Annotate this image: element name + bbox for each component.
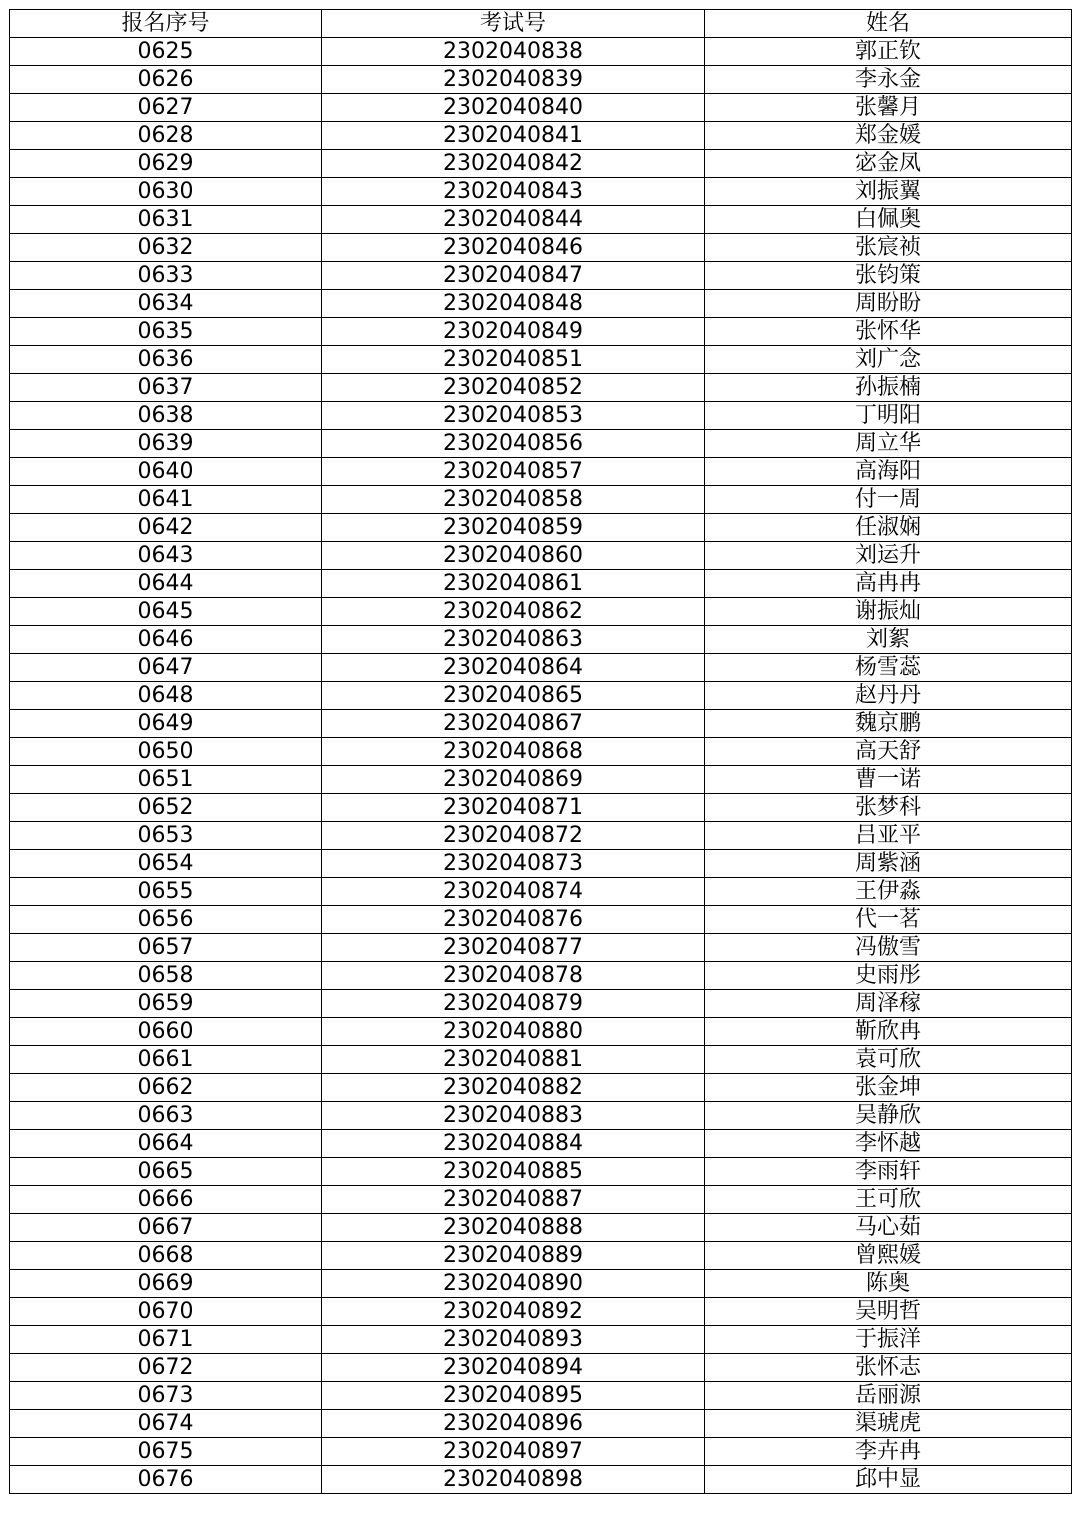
table-row [10, 1326, 1072, 1354]
cell-exam-number: 2302040861 [322, 570, 705, 598]
cell-name: 吴静欣 [705, 1102, 1072, 1130]
cell-name: 吕亚平 [705, 822, 1072, 850]
table-row [10, 374, 1072, 402]
cell-name: 史雨彤 [705, 962, 1072, 990]
table-row [10, 486, 1072, 514]
cell-registration-number: 0656 [10, 906, 322, 934]
cell-registration-number: 0629 [10, 150, 322, 178]
cell-registration-number: 0655 [10, 878, 322, 906]
cell-exam-number: 2302040881 [322, 1046, 705, 1074]
table-row [10, 626, 1072, 654]
cell-name: 张金坤 [705, 1074, 1072, 1102]
table-row [10, 822, 1072, 850]
cell-name: 王伊淼 [705, 878, 1072, 906]
cell-registration-number: 0659 [10, 990, 322, 1018]
cell-exam-number: 2302040884 [322, 1130, 705, 1158]
cell-exam-number: 2302040895 [322, 1382, 705, 1410]
cell-name: 刘广念 [705, 346, 1072, 374]
table-row [10, 906, 1072, 934]
cell-exam-number: 2302040852 [322, 374, 705, 402]
cell-name: 郭正钦 [705, 38, 1072, 66]
cell-registration-number: 0638 [10, 402, 322, 430]
roster-table [9, 9, 1072, 1494]
cell-exam-number: 2302040838 [322, 38, 705, 66]
cell-name: 丁明阳 [705, 402, 1072, 430]
cell-name: 王可欣 [705, 1186, 1072, 1214]
cell-name: 付一周 [705, 486, 1072, 514]
cell-name: 杨雪蕊 [705, 654, 1072, 682]
table-row [10, 262, 1072, 290]
cell-registration-number: 0640 [10, 458, 322, 486]
cell-exam-number: 2302040846 [322, 234, 705, 262]
cell-registration-number: 0642 [10, 514, 322, 542]
cell-name: 高海阳 [705, 458, 1072, 486]
cell-exam-number: 2302040871 [322, 794, 705, 822]
cell-exam-number: 2302040890 [322, 1270, 705, 1298]
cell-name: 李永金 [705, 66, 1072, 94]
cell-name: 袁可欣 [705, 1046, 1072, 1074]
cell-registration-number: 0648 [10, 682, 322, 710]
table-row [10, 1186, 1072, 1214]
table-row [10, 738, 1072, 766]
cell-exam-number: 2302040873 [322, 850, 705, 878]
table-row [10, 458, 1072, 486]
cell-registration-number: 0654 [10, 850, 322, 878]
table-row [10, 430, 1072, 458]
table-row [10, 710, 1072, 738]
cell-name: 冯傲雪 [705, 934, 1072, 962]
cell-registration-number: 0628 [10, 122, 322, 150]
cell-name: 周盼盼 [705, 290, 1072, 318]
table-row [10, 1046, 1072, 1074]
table-row [10, 766, 1072, 794]
cell-registration-number: 0643 [10, 542, 322, 570]
cell-registration-number: 0637 [10, 374, 322, 402]
cell-exam-number: 2302040879 [322, 990, 705, 1018]
table-row [10, 542, 1072, 570]
cell-registration-number: 0636 [10, 346, 322, 374]
cell-registration-number: 0673 [10, 1382, 322, 1410]
cell-name: 宓金凤 [705, 150, 1072, 178]
cell-registration-number: 0644 [10, 570, 322, 598]
cell-registration-number: 0632 [10, 234, 322, 262]
cell-exam-number: 2302040843 [322, 178, 705, 206]
cell-exam-number: 2302040885 [322, 1158, 705, 1186]
cell-name: 白佩奥 [705, 206, 1072, 234]
cell-exam-number: 2302040839 [322, 66, 705, 94]
cell-exam-number: 2302040857 [322, 458, 705, 486]
cell-name: 张怀华 [705, 318, 1072, 346]
cell-registration-number: 0626 [10, 66, 322, 94]
table-row [10, 1102, 1072, 1130]
cell-exam-number: 2302040878 [322, 962, 705, 990]
cell-registration-number: 0633 [10, 262, 322, 290]
cell-name: 赵丹丹 [705, 682, 1072, 710]
cell-name: 周立华 [705, 430, 1072, 458]
cell-registration-number: 0639 [10, 430, 322, 458]
table-row [10, 402, 1072, 430]
cell-registration-number: 0653 [10, 822, 322, 850]
table-row [10, 878, 1072, 906]
cell-exam-number: 2302040864 [322, 654, 705, 682]
cell-exam-number: 2302040859 [322, 514, 705, 542]
table-row [10, 654, 1072, 682]
roster-sheet [9, 9, 1071, 1494]
cell-registration-number: 0627 [10, 94, 322, 122]
cell-registration-number: 0651 [10, 766, 322, 794]
cell-registration-number: 0674 [10, 1410, 322, 1438]
cell-registration-number: 0657 [10, 934, 322, 962]
cell-exam-number: 2302040856 [322, 430, 705, 458]
cell-registration-number: 0666 [10, 1186, 322, 1214]
cell-exam-number: 2302040887 [322, 1186, 705, 1214]
table-row [10, 1130, 1072, 1158]
table-row [10, 934, 1072, 962]
table-row [10, 1018, 1072, 1046]
cell-exam-number: 2302040898 [322, 1466, 705, 1494]
table-row [10, 1242, 1072, 1270]
cell-exam-number: 2302040893 [322, 1326, 705, 1354]
cell-registration-number: 0645 [10, 598, 322, 626]
cell-name: 李雨轩 [705, 1158, 1072, 1186]
cell-exam-number: 2302040882 [322, 1074, 705, 1102]
table-row [10, 318, 1072, 346]
cell-exam-number: 2302040844 [322, 206, 705, 234]
cell-registration-number: 0660 [10, 1018, 322, 1046]
table-row [10, 1270, 1072, 1298]
table-row [10, 514, 1072, 542]
table-row [10, 990, 1072, 1018]
cell-name: 张宸祯 [705, 234, 1072, 262]
cell-name: 周泽稼 [705, 990, 1072, 1018]
table-row [10, 682, 1072, 710]
header-name: 姓名 [705, 10, 1072, 38]
cell-name: 邱中显 [705, 1466, 1072, 1494]
table-row [10, 122, 1072, 150]
cell-name: 刘絮 [705, 626, 1072, 654]
cell-name: 张馨月 [705, 94, 1072, 122]
table-row [10, 1298, 1072, 1326]
cell-name: 谢振灿 [705, 598, 1072, 626]
table-row [10, 962, 1072, 990]
table-row [10, 94, 1072, 122]
cell-exam-number: 2302040888 [322, 1214, 705, 1242]
cell-exam-number: 2302040872 [322, 822, 705, 850]
cell-exam-number: 2302040897 [322, 1438, 705, 1466]
cell-exam-number: 2302040892 [322, 1298, 705, 1326]
cell-registration-number: 0650 [10, 738, 322, 766]
cell-registration-number: 0668 [10, 1242, 322, 1270]
cell-name: 张梦科 [705, 794, 1072, 822]
cell-exam-number: 2302040858 [322, 486, 705, 514]
cell-exam-number: 2302040880 [322, 1018, 705, 1046]
table-header-row [10, 10, 1072, 38]
table-row [10, 150, 1072, 178]
cell-registration-number: 0661 [10, 1046, 322, 1074]
cell-exam-number: 2302040883 [322, 1102, 705, 1130]
table-row [10, 1158, 1072, 1186]
cell-name: 靳欣冉 [705, 1018, 1072, 1046]
cell-name: 任淑娴 [705, 514, 1072, 542]
cell-exam-number: 2302040868 [322, 738, 705, 766]
cell-name: 刘运升 [705, 542, 1072, 570]
cell-exam-number: 2302040853 [322, 402, 705, 430]
cell-registration-number: 0663 [10, 1102, 322, 1130]
cell-exam-number: 2302040849 [322, 318, 705, 346]
cell-registration-number: 0647 [10, 654, 322, 682]
table-row [10, 1410, 1072, 1438]
cell-name: 吴明哲 [705, 1298, 1072, 1326]
cell-exam-number: 2302040874 [322, 878, 705, 906]
cell-registration-number: 0634 [10, 290, 322, 318]
cell-exam-number: 2302040896 [322, 1410, 705, 1438]
cell-name: 渠琥虎 [705, 1410, 1072, 1438]
table-row [10, 38, 1072, 66]
cell-registration-number: 0676 [10, 1466, 322, 1494]
cell-name: 高天舒 [705, 738, 1072, 766]
cell-name: 于振洋 [705, 1326, 1072, 1354]
cell-exam-number: 2302040867 [322, 710, 705, 738]
cell-registration-number: 0625 [10, 38, 322, 66]
cell-name: 代一茗 [705, 906, 1072, 934]
cell-registration-number: 0631 [10, 206, 322, 234]
cell-registration-number: 0669 [10, 1270, 322, 1298]
cell-exam-number: 2302040841 [322, 122, 705, 150]
cell-registration-number: 0675 [10, 1438, 322, 1466]
cell-registration-number: 0672 [10, 1354, 322, 1382]
table-row [10, 598, 1072, 626]
cell-registration-number: 0662 [10, 1074, 322, 1102]
cell-name: 岳丽源 [705, 1382, 1072, 1410]
table-row [10, 1074, 1072, 1102]
cell-registration-number: 0630 [10, 178, 322, 206]
cell-name: 周紫涵 [705, 850, 1072, 878]
cell-registration-number: 0670 [10, 1298, 322, 1326]
table-body [10, 38, 1072, 1494]
cell-exam-number: 2302040862 [322, 598, 705, 626]
cell-registration-number: 0665 [10, 1158, 322, 1186]
table-row [10, 66, 1072, 94]
table-row [10, 178, 1072, 206]
cell-registration-number: 0646 [10, 626, 322, 654]
table-row [10, 346, 1072, 374]
cell-exam-number: 2302040863 [322, 626, 705, 654]
cell-registration-number: 0667 [10, 1214, 322, 1242]
cell-name: 马心茹 [705, 1214, 1072, 1242]
cell-exam-number: 2302040848 [322, 290, 705, 318]
cell-exam-number: 2302040889 [322, 1242, 705, 1270]
table-row [10, 570, 1072, 598]
header-registration-number: 报名序号 [10, 10, 322, 38]
cell-exam-number: 2302040894 [322, 1354, 705, 1382]
table-row [10, 1214, 1072, 1242]
cell-registration-number: 0671 [10, 1326, 322, 1354]
cell-exam-number: 2302040869 [322, 766, 705, 794]
header-exam-number: 考试号 [322, 10, 705, 38]
cell-exam-number: 2302040851 [322, 346, 705, 374]
cell-name: 魏京鹏 [705, 710, 1072, 738]
cell-name: 郑金媛 [705, 122, 1072, 150]
table-row [10, 206, 1072, 234]
cell-name: 陈奥 [705, 1270, 1072, 1298]
table-row [10, 290, 1072, 318]
cell-registration-number: 0641 [10, 486, 322, 514]
table-row [10, 1382, 1072, 1410]
cell-registration-number: 0658 [10, 962, 322, 990]
cell-exam-number: 2302040847 [322, 262, 705, 290]
cell-name: 曾熙媛 [705, 1242, 1072, 1270]
cell-exam-number: 2302040842 [322, 150, 705, 178]
cell-registration-number: 0635 [10, 318, 322, 346]
table-row [10, 850, 1072, 878]
cell-registration-number: 0649 [10, 710, 322, 738]
cell-registration-number: 0664 [10, 1130, 322, 1158]
cell-name: 刘振翼 [705, 178, 1072, 206]
cell-name: 张钧策 [705, 262, 1072, 290]
cell-exam-number: 2302040865 [322, 682, 705, 710]
cell-exam-number: 2302040876 [322, 906, 705, 934]
cell-exam-number: 2302040877 [322, 934, 705, 962]
cell-exam-number: 2302040840 [322, 94, 705, 122]
table-row [10, 1438, 1072, 1466]
table-row [10, 1354, 1072, 1382]
table-row [10, 794, 1072, 822]
cell-name: 孙振楠 [705, 374, 1072, 402]
table-row [10, 234, 1072, 262]
cell-registration-number: 0652 [10, 794, 322, 822]
cell-name: 高冉冉 [705, 570, 1072, 598]
cell-exam-number: 2302040860 [322, 542, 705, 570]
cell-name: 张怀志 [705, 1354, 1072, 1382]
table-row [10, 1466, 1072, 1494]
cell-name: 李怀越 [705, 1130, 1072, 1158]
cell-name: 李卉冉 [705, 1438, 1072, 1466]
cell-name: 曹一诺 [705, 766, 1072, 794]
